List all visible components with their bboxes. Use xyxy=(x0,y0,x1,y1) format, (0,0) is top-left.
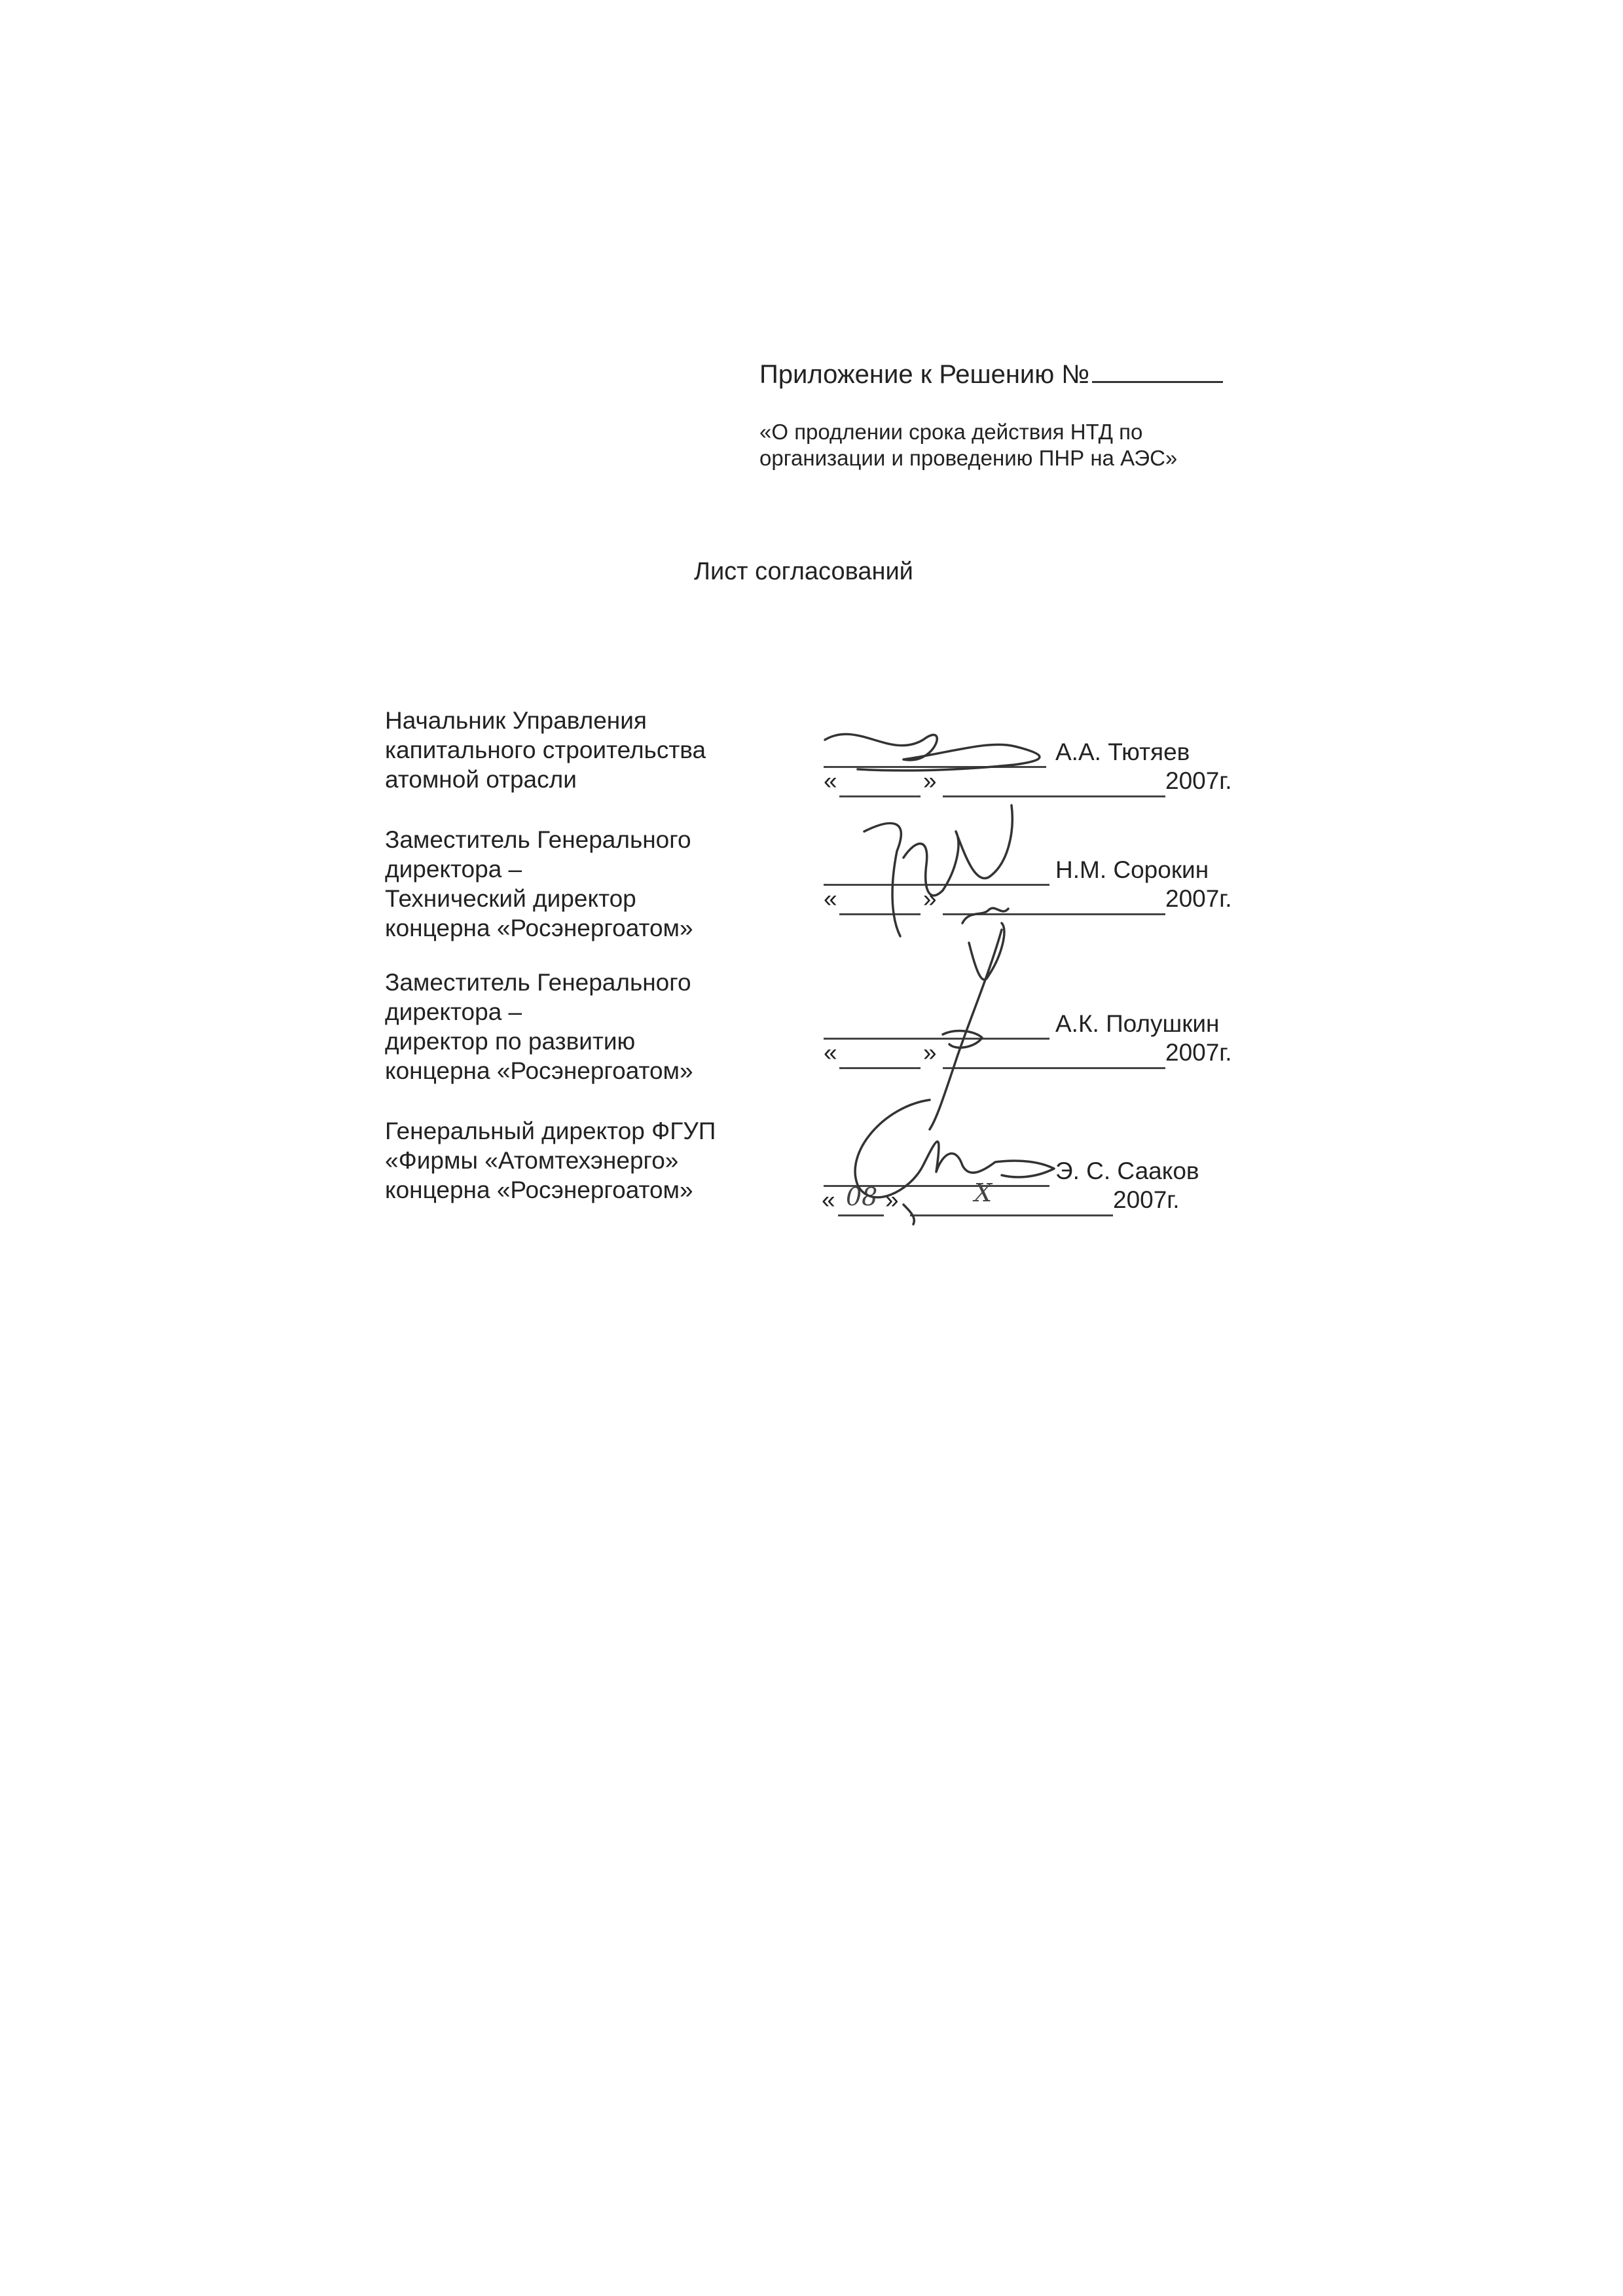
role-line: Заместитель Генерального xyxy=(385,969,691,996)
approval-3-name: А.К. Полушкин xyxy=(1055,1010,1220,1037)
role-line: концерна «Росэнергоатом» xyxy=(385,1176,693,1203)
approval-1-signature xyxy=(818,714,1067,779)
role-line: директора – xyxy=(385,998,522,1025)
approval-2-name: Н.М. Сорокин xyxy=(1055,856,1209,883)
approval-4-year: 2007г. xyxy=(1113,1186,1180,1213)
approval-4-role xyxy=(385,1116,716,1205)
approval-4-day: 08 xyxy=(846,1182,878,1211)
approval-1-quote-open: « xyxy=(824,767,837,794)
appendix-text: Приложение к Решению № xyxy=(759,360,1090,389)
approval-2-quote-close: » xyxy=(923,885,937,912)
role-line: концерна «Росэнергоатом» xyxy=(385,1057,693,1084)
role-line: Заместитель Генерального xyxy=(385,826,691,853)
approval-3-quote-open: « xyxy=(824,1039,837,1066)
sheet-title: Лист согласований xyxy=(694,558,913,585)
decision-number-blank xyxy=(1092,359,1223,383)
role-line: капитального строительства xyxy=(385,737,706,763)
approval-3-year: 2007г. xyxy=(1165,1039,1232,1066)
approval-4-signature xyxy=(831,1080,1093,1224)
role-line: директора – xyxy=(385,856,522,883)
role-line: концерна «Росэнергоатом» xyxy=(385,915,693,941)
document-subtitle xyxy=(759,419,1177,471)
role-line: Начальник Управления xyxy=(385,707,647,734)
approval-3-quote-close: » xyxy=(923,1039,937,1066)
role-line: Генеральный директор ФГУП xyxy=(385,1118,716,1144)
approval-2-quote-open: « xyxy=(824,885,837,912)
approval-3-role xyxy=(385,968,693,1085)
approval-4-name: Э. С. Сааков xyxy=(1055,1157,1199,1184)
role-line: атомной отрасли xyxy=(385,766,577,793)
approval-4-quote-open: « xyxy=(822,1186,835,1213)
role-line: «Фирмы «Атомтехэнерго» xyxy=(385,1147,679,1174)
approval-2-role xyxy=(385,825,693,943)
approval-2-year: 2007г. xyxy=(1165,885,1232,912)
subtitle-line-2: организации и проведению ПНР на АЭС» xyxy=(759,446,1178,470)
approval-1-role xyxy=(385,706,706,794)
approval-1-name: А.А. Тютяев xyxy=(1055,738,1190,765)
approval-4-quote-close: » xyxy=(885,1186,899,1213)
appendix-reference xyxy=(759,359,1223,390)
approval-1-year: 2007г. xyxy=(1165,767,1232,794)
subtitle-line-1: «О продлении срока действия НТД по xyxy=(759,420,1143,444)
approval-4-month: X xyxy=(974,1178,993,1207)
role-line: Технический директор xyxy=(385,885,636,912)
approval-1-quote-close: » xyxy=(923,767,937,794)
role-line: директор по развитию xyxy=(385,1028,636,1055)
